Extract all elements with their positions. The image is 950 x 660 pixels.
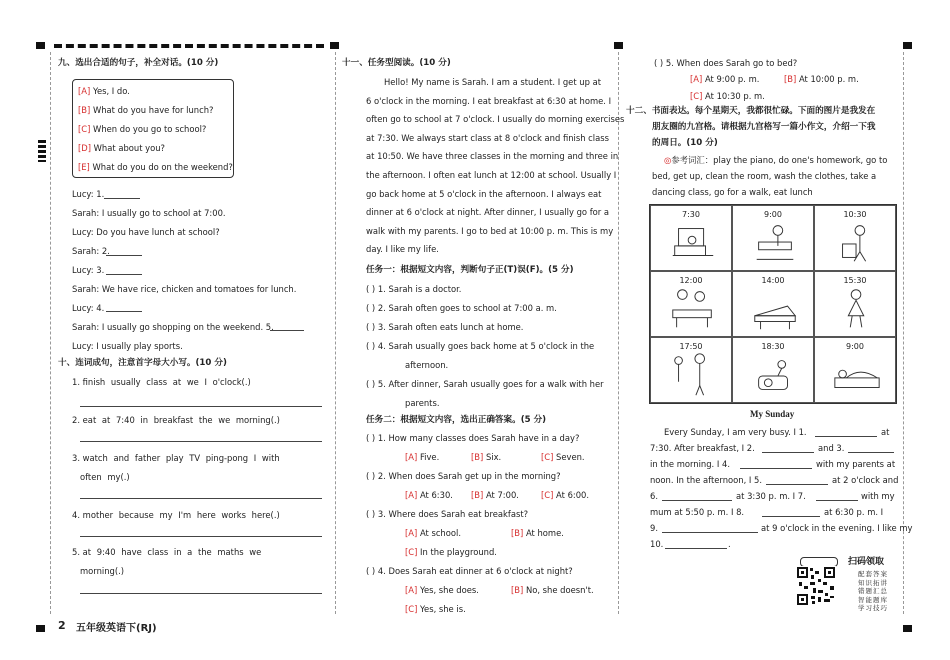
- passage-line: walk with my parents. I go to bed at 10:00 p. m. This is my: [366, 225, 614, 236]
- cell-time: 14:00: [761, 276, 785, 285]
- corner-mark: [903, 42, 912, 49]
- scan-benefit: 智能题库: [858, 595, 888, 604]
- option-text: At 6:30.: [419, 490, 453, 500]
- grid-cell: [650, 337, 732, 403]
- option-item: [78, 123, 206, 135]
- option-text: Yes, she does.: [419, 585, 479, 595]
- activity-illustration: [749, 286, 801, 332]
- option-text: What do you do on the weekend?: [92, 162, 233, 172]
- answer-option[interactable]: [784, 73, 859, 85]
- dialog-line: Lucy: Do you have lunch at school?: [72, 227, 220, 237]
- option-text: Five.: [419, 452, 440, 462]
- essay-blank[interactable]: [848, 452, 894, 453]
- activity-illustration: [667, 286, 719, 332]
- grid-cell: [814, 205, 896, 271]
- answer-option[interactable]: [471, 451, 501, 463]
- question: ( ) 5. When does Sarah go to bed?: [654, 58, 798, 68]
- option-letter: [B]: [471, 452, 486, 462]
- sentence-words: finish usually class at we I o'clock(.): [82, 377, 251, 387]
- sentence-item: [72, 376, 322, 388]
- judge-item: ( ) 4. Sarah usually goes back home at 5 o'clock in the: [366, 341, 595, 351]
- option-letter: [B]: [784, 74, 799, 84]
- binding-mark: [38, 140, 46, 162]
- answer-option[interactable]: [405, 527, 461, 539]
- grid-cell: [814, 271, 896, 337]
- option-letter: [C]: [405, 604, 421, 614]
- essay-text: at 3:30 p. m. I 7.: [736, 491, 806, 501]
- option-text: At 9:00 p. m.: [704, 74, 760, 84]
- option-letter: [C]: [405, 547, 421, 557]
- activity-illustration: [831, 220, 883, 266]
- corner-mark: [36, 625, 45, 632]
- answer-option[interactable]: [405, 546, 497, 558]
- cell-time: 17:50: [679, 342, 703, 351]
- passage-line: at 7:30. We always start class at 8 o'clock and finish class: [366, 132, 609, 143]
- cell-time: 15:30: [843, 276, 867, 285]
- dialog-line: Sarah: 2.: [72, 246, 110, 256]
- essay-blank[interactable]: [766, 484, 828, 485]
- answer-option[interactable]: [471, 489, 519, 501]
- judge-item: ( ) 1. Sarah is a doctor.: [366, 284, 462, 294]
- sentence-number: 2.: [72, 415, 83, 425]
- option-letter: [A]: [405, 585, 420, 595]
- option-item: [78, 142, 165, 154]
- answer-option[interactable]: [405, 489, 453, 501]
- grid-cell: [650, 271, 732, 337]
- question: ( ) 2. When does Sarah get up in the morning?: [366, 471, 561, 481]
- sentence-words: at 9:40 have class in a the maths we: [82, 547, 262, 557]
- option-item: [78, 161, 233, 173]
- section-12-title-line3: 的周日。(10 分): [652, 138, 718, 148]
- option-text: Six.: [485, 452, 502, 462]
- answer-option[interactable]: [405, 603, 466, 615]
- sentence-words-cont: morning(.): [80, 566, 125, 576]
- essay-blank[interactable]: [762, 516, 820, 517]
- grid-cell: [814, 337, 896, 403]
- corner-mark: [903, 625, 912, 632]
- answer-option[interactable]: [405, 451, 439, 463]
- option-text: Yes, she is.: [420, 604, 466, 614]
- vocab-line-1: ◎参考词汇：play the piano, do one's homework, go to: [664, 155, 888, 165]
- page-number: 2: [58, 619, 66, 632]
- scan-benefit: 知识拓讲: [858, 578, 888, 587]
- essay-text: noon. In the afternoon, I 5.: [650, 475, 763, 485]
- passage-line: day. I like my life.: [366, 244, 439, 255]
- option-letter: [C]: [690, 91, 706, 101]
- dialog-line: Sarah: We have rice, chicken and tomatoes for lunch.: [72, 284, 297, 294]
- essay-blank[interactable]: [740, 468, 812, 469]
- question: ( ) 4. Does Sarah eat dinner at 6 o'clock at night?: [366, 566, 573, 576]
- passage-line: dinner at 6 o'clock at night. After dinner, I usually go for a: [366, 207, 610, 218]
- answer-option[interactable]: [511, 584, 594, 596]
- answer-line[interactable]: [80, 498, 322, 499]
- essay-text: 9.: [650, 523, 658, 533]
- grid-cell: [650, 205, 732, 271]
- passage-line: 6 o'clock in the morning. I eat breakfast at 6:30 at home. I: [366, 95, 612, 106]
- essay-text: 6.: [650, 491, 658, 501]
- passage-line: at 10:50. We have three classes in the morning and three in: [366, 151, 619, 162]
- passage-line: go back home at 5 o'clock in the afternoon. I always eat: [366, 188, 602, 199]
- essay-blank[interactable]: [815, 436, 877, 437]
- option-text: What do you have for lunch?: [92, 105, 214, 115]
- scan-title: 扫码领取: [848, 557, 885, 567]
- option-text: At 10:00 p. m.: [798, 74, 859, 84]
- corner-mark: [614, 42, 623, 49]
- judge-item: ( ) 5. After dinner, Sarah usually goes for a walk with her: [366, 379, 604, 389]
- essay-text: and 3.: [818, 443, 845, 453]
- sentence-words-cont: often my(.): [80, 472, 130, 482]
- sentence-item: [72, 546, 322, 558]
- section-9-title: 九、选出合适的句子，补全对话。(10 分): [58, 58, 219, 68]
- option-text: Yes, I do.: [92, 86, 130, 96]
- option-text: Seven.: [556, 452, 585, 462]
- judge-item: ( ) 2. Sarah often goes to school at 7:00 a. m.: [366, 303, 557, 313]
- option-letter: [A]: [405, 490, 420, 500]
- essay-text: at 9 o'clock in the evening. I like my: [761, 523, 913, 533]
- activity-illustration: [831, 352, 883, 398]
- sentence-words: eat at 7:40 in breakfast the we morning(.): [82, 415, 280, 425]
- option-letter: [A]: [78, 86, 93, 96]
- question: ( ) 3. Where does Sarah eat breakfast?: [366, 509, 529, 519]
- dialog-line: Lucy: 4.: [72, 303, 105, 313]
- cell-time: 9:00: [846, 342, 864, 351]
- essay-text: at 2 o'clock and: [832, 475, 899, 485]
- answer-line[interactable]: [80, 593, 322, 594]
- option-text: What about you?: [93, 143, 165, 153]
- activity-illustration: [749, 220, 801, 266]
- passage-line: the afternoon. I often eat lunch at 12:00 at school. Usually I: [366, 170, 617, 180]
- essay-text: with my: [861, 491, 895, 501]
- dialog-line: Lucy: 3.: [72, 265, 105, 275]
- answer-line[interactable]: [80, 441, 322, 442]
- corner-mark: [330, 42, 339, 49]
- option-letter: [C]: [78, 124, 94, 134]
- essay-blank[interactable]: [662, 500, 732, 501]
- option-letter: [C]: [541, 452, 557, 462]
- essay-blank[interactable]: [662, 532, 758, 533]
- answer-option[interactable]: [690, 90, 765, 102]
- answer-blank-3[interactable]: [106, 274, 142, 275]
- passage-line: Hello! My name is Sarah. I am a student. I get up at: [384, 77, 601, 87]
- cell-time: 12:00: [679, 276, 703, 285]
- option-text: At 10:30 p. m.: [705, 91, 765, 101]
- sentence-number: 4.: [72, 510, 83, 520]
- option-letter: [B]: [511, 528, 526, 538]
- answer-blank-1[interactable]: [104, 198, 140, 199]
- option-letter: [B]: [511, 585, 526, 595]
- option-letter: [E]: [78, 162, 93, 172]
- grid-cell: [732, 337, 814, 403]
- dialog-line: Lucy: I usually play sports.: [72, 341, 183, 351]
- option-text: At school.: [419, 528, 461, 538]
- column-divider: [50, 52, 51, 614]
- answer-blank-2[interactable]: [106, 255, 142, 256]
- option-text: At 6:00.: [556, 490, 590, 500]
- answer-option[interactable]: [690, 73, 759, 85]
- essay-text: 7:30. After breakfast, I 2.: [650, 443, 755, 453]
- cell-time: 7:30: [682, 210, 700, 219]
- essay-text: in the morning. I 4.: [650, 459, 730, 469]
- option-item: [78, 104, 213, 116]
- scan-benefit: 配套答案: [858, 570, 888, 578]
- activity-illustration: [831, 286, 883, 332]
- cell-time: 18:30: [761, 342, 785, 351]
- task-2-title: 任务二：根据短文内容，选出正确答案。(5 分): [366, 415, 547, 425]
- book-title: 五年级英语下(RJ): [76, 623, 157, 634]
- judge-item: ( ) 3. Sarah often eats lunch at home.: [366, 322, 524, 332]
- top-dashed-rule: [54, 44, 324, 48]
- answer-option[interactable]: [405, 584, 479, 596]
- option-letter: [A]: [405, 528, 420, 538]
- corner-mark: [36, 42, 45, 49]
- vocab-line-2: bed, get up, clean the room, wash the clothes, take a: [652, 171, 877, 181]
- task-1-title: 任务一：根据短文内容，判断句子正(T)误(F)。(5 分): [366, 265, 574, 275]
- passage-line: often go to school at 7 o'clock. I usually do morning exercises: [366, 114, 625, 125]
- sentence-number: 3.: [72, 453, 83, 463]
- vocab-line-3: dancing class, go for a walk, eat lunch: [652, 187, 813, 197]
- sentence-item: [72, 414, 322, 426]
- essay-end-period: .: [728, 539, 731, 549]
- sentence-words: watch and father play TV ping-pong I with: [82, 453, 280, 463]
- section-12-title-line2: 朋友圈的九宫格。请根据九宫格写一篇小作文，介绍一下我: [652, 122, 876, 132]
- column-divider: [618, 52, 619, 614]
- answer-line[interactable]: [80, 536, 322, 537]
- option-letter: [B]: [471, 490, 486, 500]
- question: ( ) 1. How many classes does Sarah have in a day?: [366, 433, 580, 443]
- judge-item: parents.: [405, 398, 440, 408]
- answer-option[interactable]: [541, 489, 589, 501]
- sentence-words: mother because my I'm here works here(.): [82, 510, 280, 520]
- essay-blank[interactable]: [665, 548, 727, 549]
- sentence-number: 5.: [72, 547, 83, 557]
- essay-blank[interactable]: [816, 500, 858, 501]
- option-text: When do you go to school?: [93, 124, 207, 134]
- option-letter: [A]: [690, 74, 705, 84]
- answer-line[interactable]: [80, 406, 322, 407]
- grid-cell: [732, 271, 814, 337]
- sentence-item: [72, 452, 322, 464]
- essay-text: at: [881, 427, 890, 437]
- essay-text: 10.: [650, 539, 664, 549]
- option-letter: [A]: [405, 452, 420, 462]
- option-letter: [D]: [78, 143, 94, 153]
- option-text: In the playground.: [420, 547, 497, 557]
- scan-benefit: 学习技巧: [858, 604, 888, 612]
- essay-text: mum at 5:50 p. m. I 8.: [650, 507, 745, 517]
- essay-blank[interactable]: [762, 452, 814, 453]
- option-item: [78, 85, 130, 97]
- qr-code-icon[interactable]: [796, 566, 836, 606]
- section-10-title: 十、连词成句，注意首字母大小写。(10 分): [58, 358, 227, 368]
- option-text: No, she doesn't.: [525, 585, 594, 595]
- judge-item: afternoon.: [405, 360, 449, 370]
- picture-grid: [649, 204, 897, 404]
- answer-option[interactable]: [541, 451, 585, 463]
- sentence-item: [72, 509, 322, 521]
- sentence-number: 1.: [72, 377, 83, 387]
- essay-text: at 6:30 p. m. I: [824, 507, 884, 517]
- answer-option[interactable]: [511, 527, 564, 539]
- grid-cell: [732, 205, 814, 271]
- essay-text: with my parents at: [816, 459, 896, 469]
- answer-blank-4[interactable]: [106, 311, 142, 312]
- column-divider: [335, 52, 336, 614]
- dialog-line: Sarah: I usually go shopping on the weekend. 5.: [72, 322, 274, 332]
- cell-time: 10:30: [843, 210, 867, 219]
- section-11-title: 十一、任务型阅读。(10 分): [342, 58, 451, 68]
- option-text: At 7:00.: [485, 490, 519, 500]
- tip-icon: ◎: [664, 155, 672, 165]
- option-text: At home.: [525, 528, 564, 538]
- answer-blank-5[interactable]: [270, 330, 304, 331]
- section-12-title: 十二、书面表达。每个星期天，我都很忙碌。下面的图片是我发在: [626, 106, 876, 116]
- activity-illustration: [749, 352, 801, 398]
- scan-benefit: 错题汇总: [858, 587, 888, 595]
- activity-illustration: [667, 220, 719, 266]
- option-letter: [B]: [78, 105, 93, 115]
- dialog-line: Lucy: 1.: [72, 189, 105, 199]
- cell-time: 9:00: [764, 210, 782, 219]
- essay-title: My Sunday: [750, 409, 795, 419]
- dialog-line: Sarah: I usually go to school at 7:00.: [72, 208, 226, 218]
- option-letter: [C]: [541, 490, 557, 500]
- essay-text: Every Sunday, I am very busy. I 1.: [664, 427, 807, 437]
- activity-illustration: [667, 352, 719, 398]
